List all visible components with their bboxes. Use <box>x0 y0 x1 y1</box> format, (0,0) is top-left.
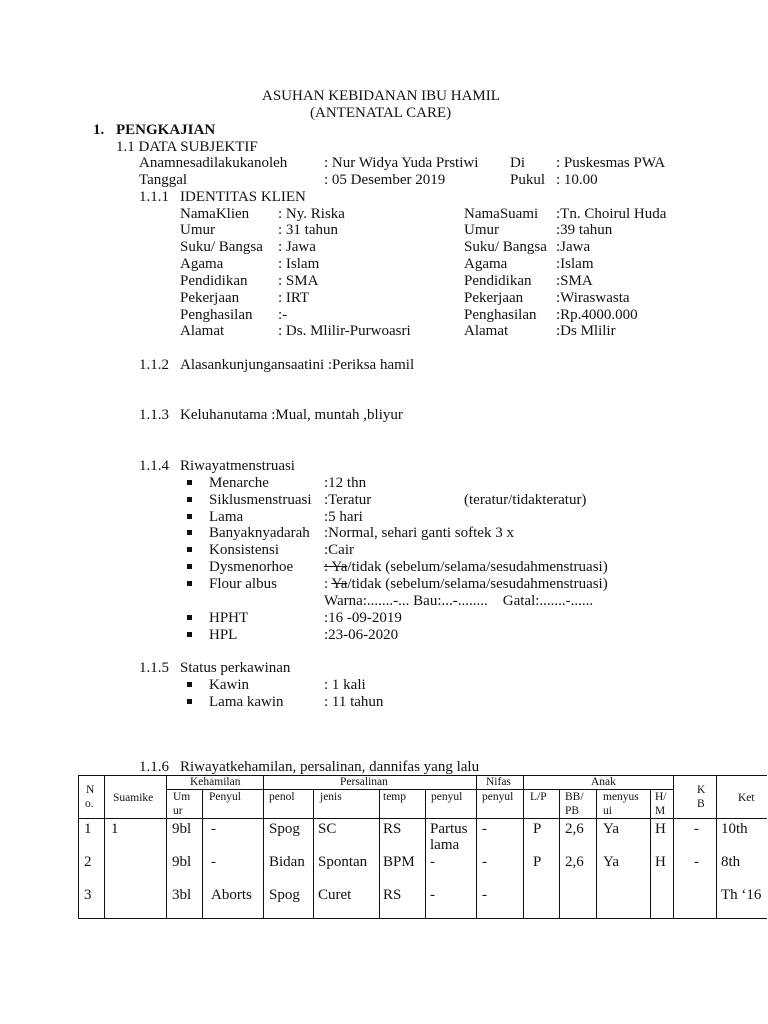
dysmenorhoe-value <box>324 559 608 576</box>
klien-value: :- <box>278 307 288 323</box>
menarche-value: :12 thn <box>324 475 367 491</box>
col-divider <box>673 775 674 919</box>
cell-umur: 9bl <box>172 854 192 870</box>
suami-label: Pekerjaan <box>464 290 524 306</box>
col-divider <box>476 775 477 919</box>
cell-nifas: - <box>482 887 487 903</box>
th-lp: L/P <box>530 791 547 803</box>
klien-label: Pendidikan <box>180 273 248 289</box>
suami-value: :SMA <box>556 273 593 289</box>
flour-rest: /tidak (sebelum/selama/sesudahmenstruasi) <box>347 576 608 592</box>
konsistensi-label: Konsistensi <box>209 542 280 558</box>
cell-kb: - <box>694 854 699 870</box>
suami-label: Umur <box>464 222 499 238</box>
klien-value: : SMA <box>278 273 319 289</box>
cell-lp: P <box>533 854 542 870</box>
group-kehamilan: Kehamilan <box>190 776 241 788</box>
bullet-icon <box>187 581 192 586</box>
bullet-icon <box>187 480 192 485</box>
th-penyul: Penyul <box>209 791 241 803</box>
th-penol: penol <box>269 791 295 803</box>
th-hm: M <box>655 805 666 817</box>
cell-no: 3 <box>84 887 92 903</box>
flour-colon: : <box>324 576 332 592</box>
siklus-label: Siklusmenstruasi <box>209 492 312 508</box>
lama-kawin-label: Lama kawin <box>209 694 284 710</box>
klien-value: : Ny. Riska <box>278 206 345 222</box>
doc-title-line2: (ANTENATAL CARE) <box>310 105 452 121</box>
cell-penol: Spog <box>269 821 300 837</box>
th-umur: Um <box>173 791 191 803</box>
section-title: PENGKAJIAN <box>116 122 216 138</box>
bullet-icon <box>187 514 192 519</box>
cell-temp: RS <box>383 821 402 837</box>
bullet-icon <box>187 564 192 569</box>
klien-value: : Jawa <box>278 239 316 255</box>
klien-label: Alamat <box>180 323 225 339</box>
lama-kawin-value: : 11 tahun <box>324 694 384 710</box>
suami-value: :Wiraswasta <box>556 290 630 306</box>
klien-value: : 31 tahun <box>278 222 338 238</box>
klien-label: Pekerjaan <box>180 290 240 306</box>
menstruasi-title: Riwayatmenstruasi <box>180 458 295 474</box>
subsection-title: 1.1 DATA SUBJEKTIF <box>116 139 258 155</box>
col-divider <box>379 790 380 919</box>
cell-penol: Bidan <box>269 854 305 870</box>
tanggal-value: : 05 Desember 2019 <box>324 172 446 188</box>
group-anak: Anak <box>591 776 616 788</box>
cell-penol: Spog <box>269 887 300 903</box>
suami-label: Alamat <box>464 323 509 339</box>
anamnesa-label: Anamnesadilakukanoleh <box>139 155 288 171</box>
col-divider <box>716 775 717 919</box>
col-divider <box>650 790 651 919</box>
menarche-label: Menarche <box>209 475 269 491</box>
siklus-value: :Teratur <box>324 492 372 508</box>
cell-penyul: - <box>211 854 216 870</box>
suami-label: NamaSuami <box>464 206 539 222</box>
identitas-number: 1.1.1 <box>139 189 169 205</box>
suami-label: Suku/ Bangsa <box>464 239 547 255</box>
th-penyul: penyul <box>431 791 463 803</box>
cell-jenis: SC <box>318 821 337 837</box>
keluhan-number: 1.1.3 <box>139 407 169 423</box>
bullet-icon <box>187 530 192 535</box>
cell-umur: 3bl <box>172 887 192 903</box>
th-bbpb: BB/ <box>565 791 584 803</box>
perkawinan-number: 1.1.5 <box>139 660 169 676</box>
cell-bbpb: 2,6 <box>565 854 584 870</box>
col-divider <box>523 775 524 919</box>
lama-label: Lama <box>209 509 244 525</box>
suami-value: :Tn. Choirul Huda <box>556 206 667 222</box>
col-divider <box>425 790 426 919</box>
klien-label: Agama <box>180 256 224 272</box>
th-umur: ur <box>173 805 183 817</box>
cell-kb: - <box>694 821 699 837</box>
cell-jenis: Spontan <box>318 854 368 870</box>
col-divider <box>559 790 560 919</box>
klien-value: : Ds. Mlilir-Purwoasri <box>278 323 411 339</box>
flour-struck: Ya <box>331 576 348 592</box>
cell-pers-penyul: lama <box>430 837 460 853</box>
kawin-label: Kawin <box>209 677 249 693</box>
dysmenorhoe-struck: : Ya <box>324 559 348 575</box>
th-temp: temp <box>383 791 406 803</box>
cell-temp: BPM <box>383 854 415 870</box>
th-menyusui: ui <box>603 805 612 817</box>
hpht-label: HPHT <box>209 610 249 626</box>
di-label: Di <box>510 155 525 171</box>
suami-value: :Ds Mlilir <box>556 323 616 339</box>
perkawinan-title: Status perkawinan <box>180 660 291 676</box>
alasan-number: 1.1.2 <box>139 357 169 373</box>
suami-value: :Islam <box>556 256 594 272</box>
suami-label: Pendidikan <box>464 273 532 289</box>
cell-pers-penyul: - <box>430 887 435 903</box>
bullet-icon <box>187 547 192 552</box>
cell-temp: RS <box>383 887 402 903</box>
col-divider <box>596 790 597 919</box>
cell-lp: P <box>533 821 542 837</box>
col-divider <box>202 790 203 919</box>
flour-value <box>324 576 608 593</box>
cell-hm: H <box>655 821 666 837</box>
bullet-icon <box>187 497 192 502</box>
hpl-value: :23-06-2020 <box>324 627 399 643</box>
th-suami: Suamike <box>113 792 154 804</box>
cell-ket: 8th <box>721 854 741 870</box>
suami-value: :39 tahun <box>556 222 613 238</box>
col-divider <box>263 775 264 919</box>
kawin-value: : 1 kali <box>324 677 366 693</box>
table-header-bottom <box>78 818 767 819</box>
siklus-note: (teratur/tidakteratur) <box>464 492 587 508</box>
lama-value: :5 hari <box>324 509 363 525</box>
cell-ket: 10th <box>721 821 748 837</box>
cell-no: 1 <box>84 821 92 837</box>
suami-label: Penghasilan <box>464 307 537 323</box>
dysmenorhoe-rest: /tidak (sebelum/selama/sesudahmenstruasi) <box>347 559 608 575</box>
pukul-value: : 10.00 <box>556 172 598 188</box>
suami-value: :Rp.4000.000 <box>556 307 638 323</box>
alasan-text: Alasankunjungansaatini :Periksa hamil <box>180 357 415 373</box>
table-border-bottom <box>78 918 767 919</box>
konsistensi-value: :Cair <box>324 542 354 558</box>
group-persalinan: Persalinan <box>340 776 388 788</box>
doc-title-line1: ASUHAN KEBIDANAN IBU HAMIL <box>262 88 500 104</box>
table-border-top <box>78 775 767 776</box>
cell-menyusui: Ya <box>603 854 619 870</box>
th-jenis: jenis <box>320 791 342 803</box>
keluhan-text: Keluhanutama :Mual, muntah ,bliyur <box>180 407 403 423</box>
group-nifas: Nifas <box>486 776 511 788</box>
klien-label: NamaKlien <box>180 206 250 222</box>
banyak-label: Banyaknyadarah <box>209 525 310 541</box>
hpht-value: :16 -09-2019 <box>324 610 402 626</box>
cell-nifas: - <box>482 854 487 870</box>
riwayat-number: 1.1.6 <box>139 759 169 775</box>
th-kb: K <box>697 784 706 796</box>
cell-menyusui: Ya <box>603 821 619 837</box>
th-no: N <box>86 784 95 796</box>
riwayat-title: Riwayatkehamilan, persalinan, dannifas yang lalu <box>180 759 480 775</box>
col-divider <box>313 790 314 919</box>
th-no: o. <box>85 798 94 810</box>
cell-umur: 9bl <box>172 821 192 837</box>
menstruasi-number: 1.1.4 <box>139 458 169 474</box>
bullet-icon <box>187 615 192 620</box>
banyak-value: :Normal, sehari ganti softek 3 x <box>324 525 514 541</box>
hpl-label: HPL <box>209 627 238 643</box>
suami-label: Agama <box>464 256 508 272</box>
tanggal-label: Tanggal <box>139 172 188 188</box>
th-menyusui: menyus <box>603 791 639 803</box>
bullet-icon <box>187 682 192 687</box>
warna-line: Warna:.......-... Bau:...-........ Gatal:.......-...... <box>324 593 594 609</box>
suami-value: :Jawa <box>556 239 591 255</box>
cell-penyul: Aborts <box>211 887 252 903</box>
th-ket: Ket <box>738 792 755 804</box>
bullet-icon <box>187 699 192 704</box>
bullet-icon <box>187 632 192 637</box>
cell-hm: H <box>655 854 666 870</box>
cell-bbpb: 2,6 <box>565 821 584 837</box>
cell-no: 2 <box>84 854 92 870</box>
th-bbpb: PB <box>565 805 580 817</box>
dysmenorhoe-label: Dysmenorhoe <box>209 559 294 575</box>
cell-suami: 1 <box>111 821 119 837</box>
flour-label: Flour albus <box>209 576 277 592</box>
col-divider <box>104 775 105 919</box>
cell-penyul: - <box>211 821 216 837</box>
klien-label: Penghasilan <box>180 307 253 323</box>
pukul-label: Pukul <box>510 172 546 188</box>
cell-pers-penyul: Partus <box>430 821 468 837</box>
klien-value: : IRT <box>278 290 310 306</box>
cell-ket: Th ‘16 <box>721 887 762 903</box>
identitas-title: IDENTITAS KLIEN <box>180 189 306 205</box>
section-number: 1. <box>93 122 105 138</box>
table-border-left <box>78 775 79 919</box>
anamnesa-value: : Nur Widya Yuda Prstiwi <box>324 155 479 171</box>
klien-value: : Islam <box>278 256 320 272</box>
th-nifas-penyul: penyul <box>482 791 514 803</box>
klien-label: Umur <box>180 222 215 238</box>
th-hm: H/ <box>655 791 667 803</box>
cell-nifas: - <box>482 821 487 837</box>
klien-label: Suku/ Bangsa <box>180 239 263 255</box>
th-kb: B <box>697 798 705 810</box>
col-divider <box>166 775 167 919</box>
cell-jenis: Curet <box>318 887 352 903</box>
di-value: : Puskesmas PWA <box>556 155 666 171</box>
cell-pers-penyul: - <box>430 854 435 870</box>
